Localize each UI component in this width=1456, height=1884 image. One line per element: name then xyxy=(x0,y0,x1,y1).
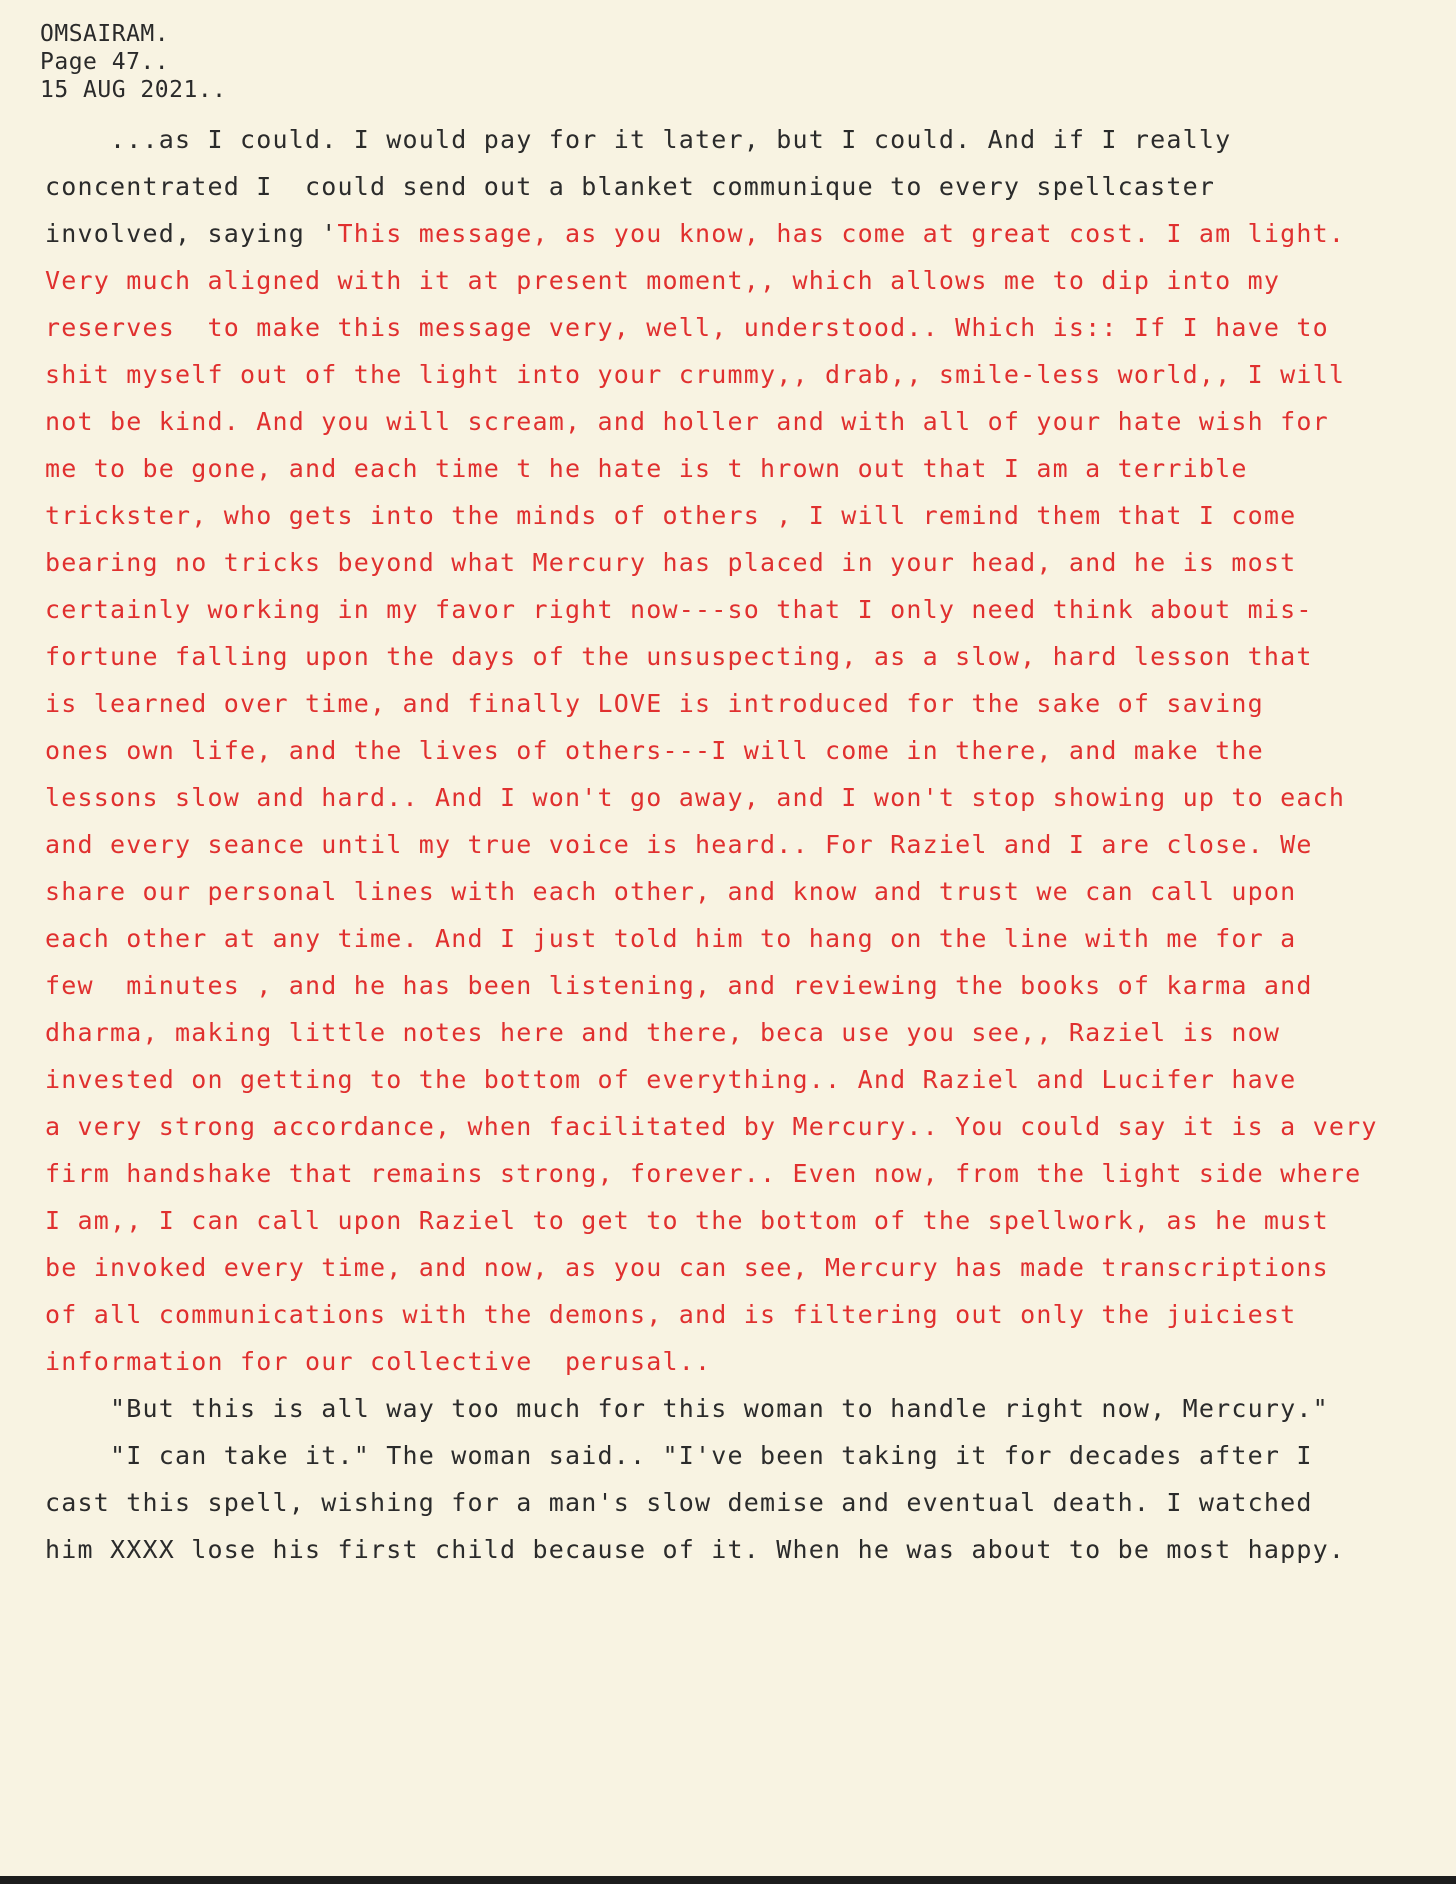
text-line-22: a very strong accordance, when facilitated by Mercury.. You could say it is a very xyxy=(45,1112,1378,1141)
text-line-26: of all communications with the demons, and is filtering out only the juiciest xyxy=(45,1300,1297,1329)
text-line-13: is learned over time, and finally LOVE is introduced for the sake of saving xyxy=(45,689,1264,718)
header-page-number: Page 47.. xyxy=(40,49,170,75)
text-line-28: "But this is all way too much for this woman to handle right now, Mercury." xyxy=(45,1394,1329,1423)
text-line-9: trickster, who gets into the minds of others , I will remind them that I come xyxy=(45,501,1297,530)
text-line-6: shit myself out of the light into your crummy,, drab,, smile-less world,, I will xyxy=(45,360,1346,389)
text-line-10: bearing no tricks beyond what Mercury has placed in your head, and he is most xyxy=(45,548,1297,577)
text-line-15: lessons slow and hard.. And I won't go away, and I won't stop showing up to each xyxy=(45,783,1346,812)
text-line-24: I am,, I can call upon Raziel to get to the bottom of the spellwork, as he must xyxy=(45,1206,1329,1235)
text-line-18: each other at any time. And I just told him to hang on the line with me for a xyxy=(45,924,1297,953)
header-date: 15 AUG 2021.. xyxy=(40,77,227,103)
text-line-12: fortune falling upon the days of the unsuspecting, as a slow, hard lesson that xyxy=(45,642,1313,671)
text-line-16: and every seance until my true voice is heard.. For Raziel and I are close. We xyxy=(45,830,1313,859)
text-line-2: concentrated I could send out a blanket communique to every spellcaster xyxy=(45,172,1216,201)
text-line-17: share our personal lines with each other, and know and trust we can call upon xyxy=(45,877,1297,906)
text-line-14: ones own life, and the lives of others---I will come in there, and make the xyxy=(45,736,1264,765)
text-line-5: reserves to make this message very, well, understood.. Which is:: If I have to xyxy=(45,313,1329,342)
text-line-1: ...as I could. I would pay for it later, but I could. And if I really xyxy=(45,125,1232,154)
text-line-27: information for our collective perusal.. xyxy=(45,1347,712,1376)
text-line-4: Very much aligned with it at present moment,, which allows me to dip into my xyxy=(45,266,1281,295)
text-line-3-red-part: This message, as you know, has come at great cost. I am light. xyxy=(337,219,1346,248)
text-line-31: him XXXX lose his first child because of it. When he was about to be most happy. xyxy=(45,1535,1346,1564)
text-line-25: be invoked every time, and now, as you can see, Mercury has made transcriptions xyxy=(45,1253,1329,1282)
text-line-3 xyxy=(45,219,1345,248)
text-line-30: cast this spell, wishing for a man's slow demise and eventual death. I watched xyxy=(45,1488,1313,1517)
header-title: OMSAIRAM. xyxy=(40,21,170,47)
page-header xyxy=(40,20,227,104)
text-line-7: not be kind. And you will scream, and holler and with all of your hate wish for xyxy=(45,407,1329,436)
text-line-19: few minutes , and he has been listening, and reviewing the books of karma and xyxy=(45,971,1313,1000)
text-line-11: certainly working in my favor right now---so that I only need think about mis- xyxy=(45,595,1313,624)
text-line-3-black-part: involved, saying ' xyxy=(45,219,338,248)
text-line-29: "I can take it." The woman said.. "I've been taking it for decades after I xyxy=(45,1441,1313,1470)
scan-bottom-edge xyxy=(0,1876,1456,1884)
text-line-8: me to be gone, and each time t he hate is t hrown out that I am a terrible xyxy=(45,454,1248,483)
text-line-20: dharma, making little notes here and there, beca use you see,, Raziel is now xyxy=(45,1018,1281,1047)
text-line-21: invested on getting to the bottom of everything.. And Raziel and Lucifer have xyxy=(45,1065,1297,1094)
text-line-23: firm handshake that remains strong, forever.. Even now, from the light side where xyxy=(45,1159,1362,1188)
